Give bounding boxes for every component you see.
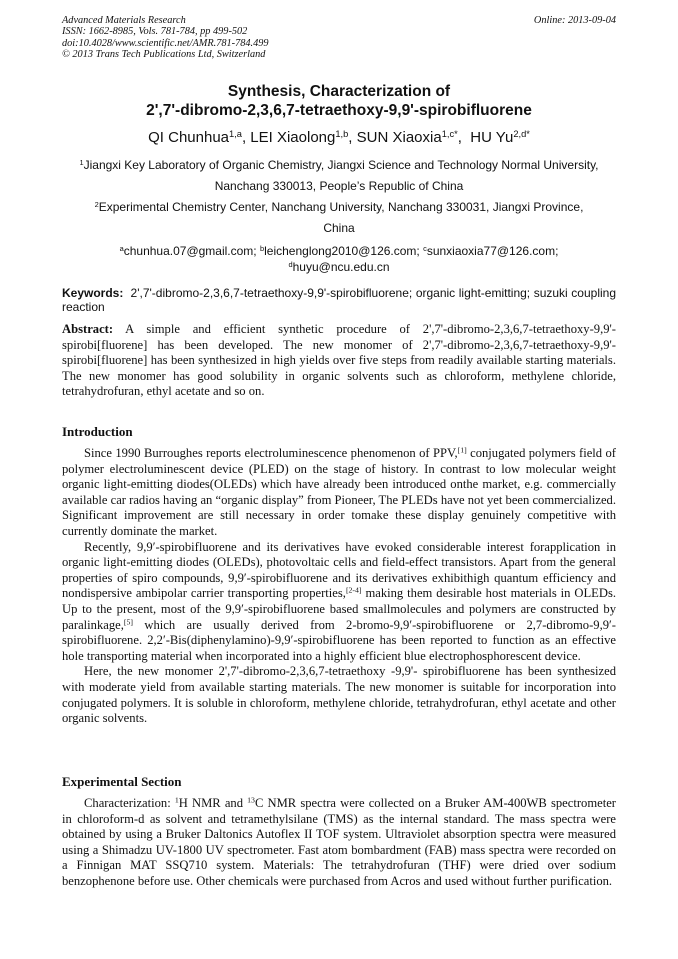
email-link[interactable]: sunxiaoxia77@126.com;: [426, 244, 559, 258]
intro-paragraph-2: Recently, 9,9′-spirobifluorene and its derivatives have evoked considerable interest forapplication in organic light-emitting diodes (OLEDs), photovoltaic cells and field-effect transistors. Apart from the general properties of spiro compounds, 9,9′-spirobifluorene and its derivatives exhibithigh quantum efficiency and nondispersive ambipolar carrier transporting properties,[2-4] making them desirable host materials in OLEDs. Up to the present, most of the 9,9′-spirobifluorene based smallmolecules and polymers are constructed by paralinkage,[5] which are usually derived from 2-bromo-9,9′-spirobifluorene or 2,7-dibromo-9,9′-spirobifluorene. 2,2′-Bis(diphenylamino)-9,9′-spirobifluorene has been reported to function as an effective hole transporting material when incorporated into a highly efficient blue electrophosphorescent device.: [62, 539, 616, 663]
issn-line: ISSN: 1662-8985, Vols. 781-784, pp 499-502: [62, 26, 248, 38]
citation-ref: [2-4]: [345, 586, 362, 596]
section-heading-introduction: Introduction: [62, 424, 133, 439]
author-sup: 1,b: [335, 128, 349, 139]
author-name: HU Yu: [470, 129, 514, 146]
abstract-text: A simple and efficient synthetic procedure of 2',7'-dibromo-2,3,6,7-tetraethoxy-9,9'-spirobi[fluorene] has been developed. The new monomer of 2',7'-dibromo-2,3,6,7-tetraethoxy-9,9'-spirobi[fluorene] has been synthesized in high yields over five steps from readily available starting materials. The new monomer has good solubility in organic solvents such as chloroform, methylene chloride, tetrahydrofuran, ethyl acetate and so on.: [62, 322, 616, 399]
affiliation-1-line-2: Nanchang 330013, People’s Republic of China: [214, 179, 464, 193]
abstract-label: Abstract:: [62, 322, 114, 336]
email-link[interactable]: huyu@ncu.edu.cn: [292, 260, 390, 274]
affiliation-2-line-2: China: [323, 221, 355, 235]
email-line-2: $^d$huyu@ncu.edu.cn: [288, 259, 390, 274]
experimental-paragraph-1: Characterization: $^1$H NMR and $^{13}$C NMR spectra were collected on a Bruker AM-400WB spectrometer in chloroform-d as solvent and tetramethylsilane (TMS) as the internal standard. The mass spectra were obtained by using a Bruker Daltonics Autoflex II TOF system. Ultraviolet absorption spectra were measured using a Shimadzu UV-1800 UV spectrometer. Fast atom bombardment (FAB) mass spectra were recorded on a Finnigan MAT SSQ710 system. Materials: The tetrahydrofuran (THF) were dried over sodium benzophenone before use. Other chemicals were purchased from Acros and used without further purification.: [62, 795, 616, 888]
author-sup: 1,a: [229, 128, 242, 139]
doi-line: doi:10.4028/www.scientific.net/AMR.781-784.499: [62, 37, 269, 49]
email-link[interactable]: chunhua.07@gmail.com;: [123, 244, 257, 258]
author-list: [0, 128, 678, 148]
email-link[interactable]: leichenglong2010@126.com;: [264, 244, 420, 258]
copyright-line: © 2013 Trans Tech Publications Ltd, Switzerland: [62, 49, 266, 61]
title-line-1: Synthesis, Characterization of: [227, 83, 451, 100]
title-line-2: 2',7'-dibromo-2,3,6,7-tetraethoxy-9,9'-spirobifluorene: [146, 102, 532, 119]
keywords: [62, 286, 616, 314]
affiliation-2-line-1: $^2$Experimental Chemistry Center, Nanchang University, Nanchang 330031, Jiangxi Province,: [94, 199, 584, 214]
citation-ref: [1]: [457, 445, 467, 455]
affiliation-1-line-1: $^1$Jiangxi Key Laboratory of Organic Chemistry, Jiangxi Science and Technology Normal University,: [79, 157, 599, 172]
author-separator: ,: [241, 129, 251, 146]
journal-name: Advanced Materials Research: [62, 15, 186, 26]
citation-ref: [5]: [123, 617, 133, 627]
author-separator: ,: [348, 129, 357, 146]
journal-header: [62, 15, 616, 61]
section-heading-experimental: Experimental Section: [62, 774, 182, 789]
author-sup: 1,c*: [441, 128, 458, 139]
intro-paragraph-1: Since 1990 Burroughes reports electroluminescence phenomenon of PPV,[1] conjugated polymers field of polymer electroluminescent device (PLED) on the stage of history. In contrast to low molecular weight organic light-emitting diodes(OLEDs) which have already been introduced onthe market, e.g. commercially available car radios having an “organic display” from Pioneer, The PLEDs have not yet been commercialized. Significant improvement are still necessary in order tomake these display genuinely competitive with currently dominate the market.: [62, 445, 617, 538]
author-name: QI Chunhua: [148, 129, 229, 146]
intro-paragraph-3: Here, the new monomer 2',7'-dibromo-2,3,6,7-tetraethoxy -9,9'- spirobifluorene has been synthesized with moderate yield from available starting materials. The new monomer is suitable for incorporation into conjugated polymers. It is soluble in chloroform, methylene chloride, tetrahydrofuran, ethyl acetate and other organic solvents.: [62, 664, 616, 726]
author-name: LEI Xiaolong: [250, 129, 336, 146]
author-name: SUN Xiaoxia: [356, 129, 442, 146]
keywords-label: Keywords:: [62, 286, 124, 300]
author-separator: ,: [457, 129, 471, 146]
keywords-text: 2',7'-dibromo-2,3,6,7-tetraethoxy-9,9'-spirobifluorene; organic light-emitting; suzuki coupling reaction: [62, 286, 617, 314]
abstract: [62, 322, 616, 400]
experimental-body: [62, 796, 616, 890]
email-line-1: $^a$chunhua.07@gmail.com; $^b$leichenglong2010@126.com; $^c$sunxiaoxia77@126.com;: [119, 243, 559, 258]
introduction-body: [62, 446, 616, 727]
online-date: Online: 2013-09-04: [533, 15, 616, 26]
author-sup: 2,d*: [513, 128, 530, 139]
